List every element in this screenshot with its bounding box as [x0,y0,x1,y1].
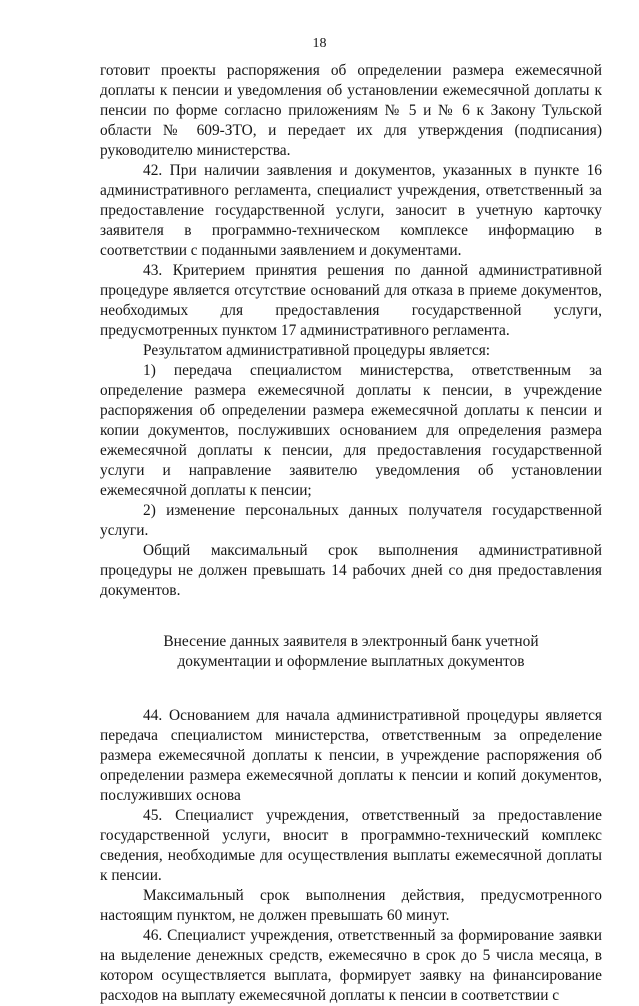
paragraph-result-intro: Результатом административной процедуры является: [143,342,491,359]
page-number: 18 [312,36,327,51]
paragraph-max-term: Общий максимальный срок выполнения административной процедуры не должен превышать 14 рабочих дней со дня предоставления документов. [100,542,602,599]
paragraph-43: 43. Критерием принятия решения по данной административной процедуре является отсутствие оснований для отказа в приеме документов, необходимых для предоставления государственной услуги, предусмотренных пунктом 17 административного регламента. [100,262,602,339]
paragraph-44: 44. Основанием для начала административной процедуры является передача специалистом министерства, ответственным за определение размера ежемесячной доплаты к пенсии, в учреждение распоряжения об определении размера ежемесячной доплаты к пенсии и копий документов, послуживших основа [100,707,602,804]
list-item-2: 2) изменение персональных данных получателя государственной услуги. [100,502,602,539]
document-body [100,61,602,1006]
section-heading: Внесение данных заявителя в электронный банк учетной документации и оформление выплатных документов [163,633,539,670]
paragraph-42: 42. При наличии заявления и документов, указанных в пункте 16 административного регламента, специалист учреждения, ответственный за предоставление государственной услуги, заносит в учетную карточку заявителя в программно-техническом комплексе информацию в соответствии с поданными заявлением и документами. [100,162,602,259]
paragraph-continuation: готовит проекты распоряжения об определении размера ежемесячной доплаты к пенсии и уведомления об установлении ежемесячной доплаты к пенсии по форме согласно приложениям № 5 и № 6 к Закону Тульской области № 609-ЗТО, и передает их для утверждения (подписания) руководителю министерства. [100,62,602,159]
list-item-1: 1) передача специалистом министерства, ответственным за определение размера ежемесячной доплаты к пенсии, в учреждение распоряжения об определении размера ежемесячной доплаты к пенсии и копии документов, послуживших основанием для определения размера ежемесячной доплаты к пенсии, для предоставления государственной услуги и направление заявителю уведомления об установлении ежемесячной доплаты к пенсии; [100,362,602,499]
paragraph-46: 46. Специалист учреждения, ответственный за формирование заявки на выделение денежных средств, ежемесячно в срок до 5 числа месяца, в котором осуществляется выплата, формирует заявку на финансирование расходов на выплату ежемесячной доплаты к пенсии в соответствии с [100,927,602,1004]
paragraph-max-time: Максимальный срок выполнения действия, предусмотренного настоящим пунктом, не должен превышать 60 минут. [100,887,602,924]
paragraph-45: 45. Специалист учреждения, ответственный за предоставление государственной услуги, вносит в программно-технический комплекс сведения, необходимые для осуществления выплаты ежемесячной доплаты к пенсии. [100,807,602,884]
